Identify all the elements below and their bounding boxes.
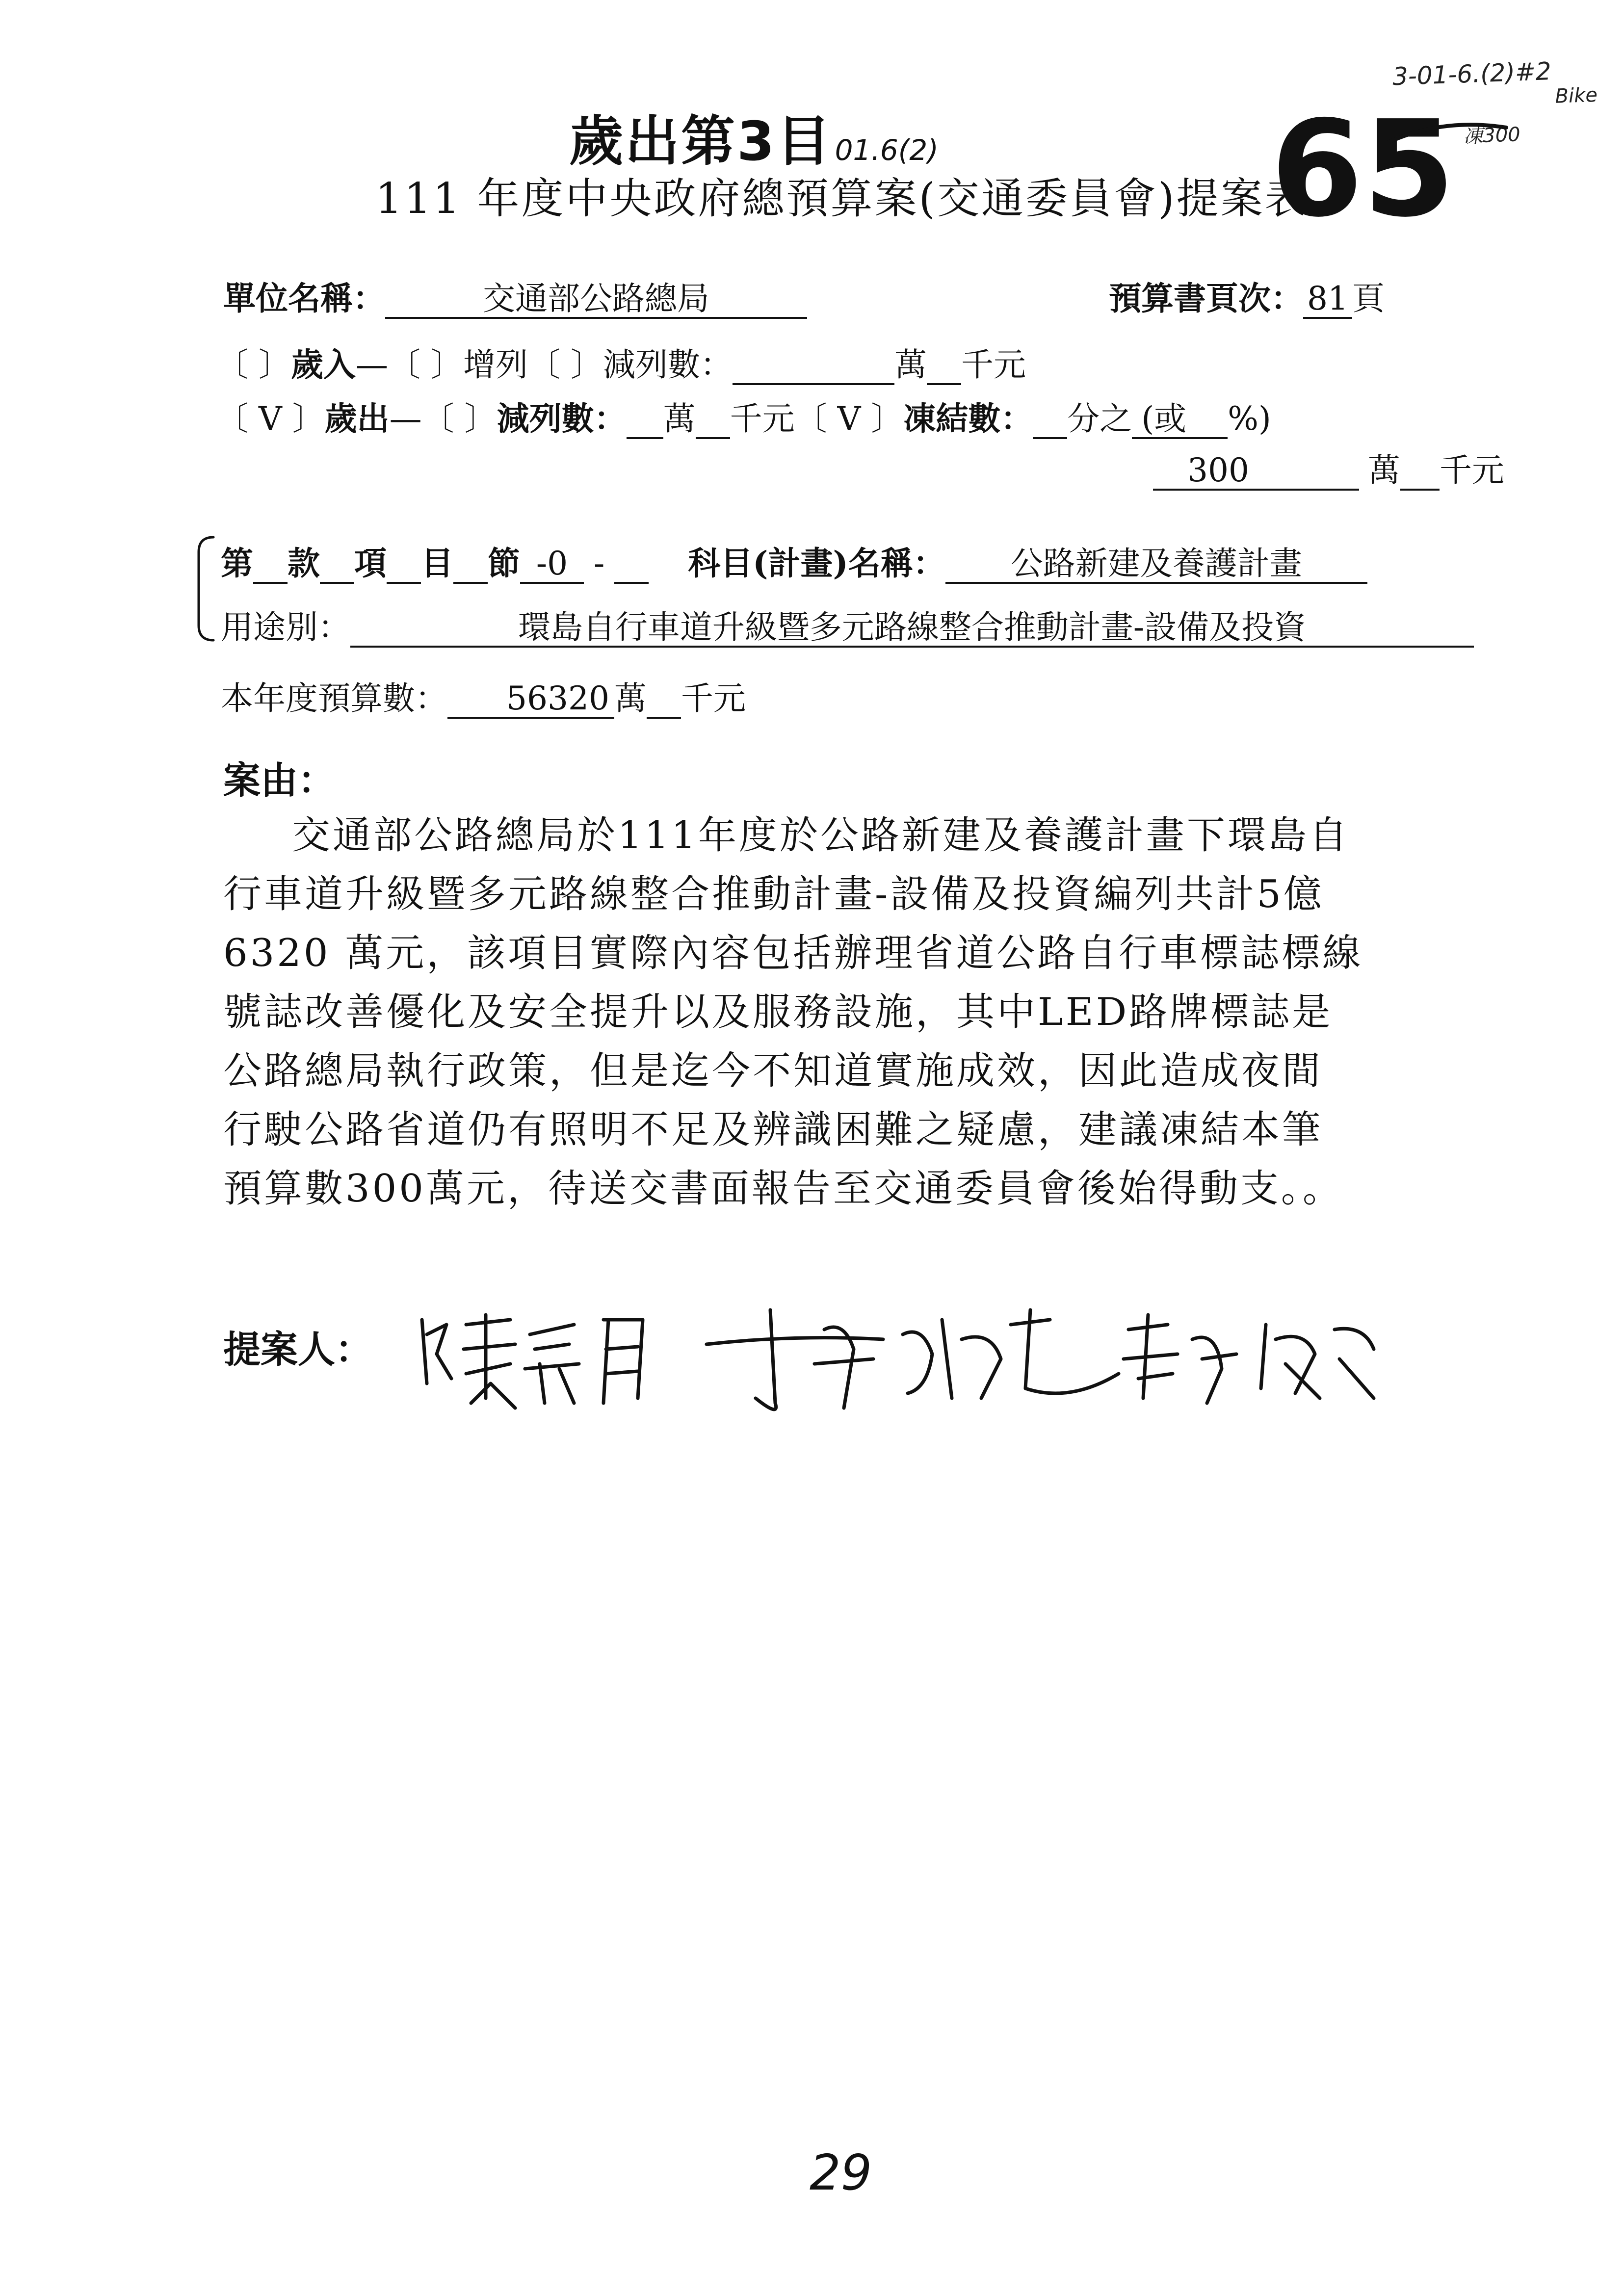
page-ref (1109, 272, 1385, 319)
proposer-signature-1 (412, 1305, 657, 1418)
subject-bracket (189, 532, 218, 645)
unit-row (223, 272, 807, 319)
freeze-amount-qian: 千元 (1440, 451, 1504, 489)
budget-qian-blank (647, 681, 681, 719)
revenue-dash: — (355, 346, 388, 384)
subject-kuan: 款 (288, 544, 320, 582)
subject-xiang: 項 (354, 544, 387, 582)
page-ref-label: 預算書頁次： (1109, 279, 1303, 317)
reason-line-2: 行車道升級暨多元路線整合推動計畫-設備及投資編列共計5億 (223, 872, 1324, 916)
expense-qian: 千元 (730, 400, 795, 438)
usage-value: 環島自行車道升級暨多元路線整合推動計畫-設備及投資 (350, 610, 1474, 648)
freeze-amount-wan: 萬 (1368, 451, 1400, 489)
freeze-checkbox: 〔 V 〕 (794, 400, 904, 438)
reason-line-5: 公路總局執行政策，但是迄今不知道實施成效，因此造成夜間 (223, 1049, 1323, 1093)
freeze-percent-blank (1196, 401, 1228, 439)
reason-line-6: 行駛公路省道仍有照明不足及辨識困難之疑慮，建議凍結本筆 (223, 1108, 1323, 1152)
reason-line-3: 6320 萬元，該項目實際內容包括辦理省道公路自行車標誌標線 (223, 931, 1363, 975)
corner-note-line3: 凍300 (1463, 123, 1521, 148)
reason-line-7: 預算數300萬元，待送交書面報告至交通委員會後始得動支。。 (223, 1167, 1343, 1211)
expense-qian-blank (696, 401, 730, 439)
subject-name-label: 科目(計畫)名稱： (688, 544, 945, 582)
freeze-amount-qian-blank (1400, 453, 1440, 491)
subject-jie: 節 (488, 544, 520, 582)
freeze-amount-value: 300 (1153, 453, 1359, 491)
reason-line-1: 交通部公路總局於111年度於公路新建及養護計畫下環島自 (292, 813, 1350, 858)
expense-row (216, 392, 1271, 439)
revenue-decrease-label: 減列數： (602, 346, 733, 384)
expense-checkbox: 〔 V 〕 (216, 400, 325, 438)
budget-value: 56320 (447, 681, 614, 719)
freeze-label: 凍結數： (903, 399, 1033, 438)
subject-row (221, 537, 1367, 584)
budget-wan: 萬 (614, 679, 647, 717)
budget-row (221, 672, 746, 719)
subject-mu-blank (387, 546, 421, 584)
freeze-or-wrap (1132, 401, 1196, 439)
revenue-increase-checkbox: 〔 〕 (388, 346, 463, 384)
reason-line-4: 號誌改善優化及安全提升以及服務設施，其中LED路牌標誌是 (223, 990, 1333, 1034)
revenue-qian: 千元 (961, 346, 1026, 384)
expense-decrease-label: 減列數： (497, 399, 627, 438)
freeze-or: (或 (1141, 400, 1187, 438)
freeze-percent: %) (1228, 400, 1271, 438)
subject-kuan-blank (253, 546, 288, 584)
freeze-amount-row (1153, 444, 1504, 491)
expense-decrease-checkbox: 〔 〕 (421, 400, 497, 438)
proposal-number: 65 (1271, 92, 1455, 246)
expense-label: 歲出 (324, 399, 390, 438)
corner-note-line1: 3-01-6.(2)#2 (1391, 57, 1552, 91)
subject-tail-blank (614, 546, 649, 584)
revenue-amount-blank (733, 347, 894, 385)
handwritten-code-main: 歲出第3目 (569, 110, 833, 173)
freeze-fraction-blank (1033, 401, 1067, 439)
handwritten-code-suffix: 01.6(2) (835, 133, 939, 167)
unit-label: 單位名稱： (223, 279, 385, 317)
freeze-fraction: 分之 (1067, 400, 1132, 438)
proposer-signature-3 (1109, 1300, 1384, 1418)
subject-mu: 目 (421, 544, 453, 582)
expense-wan-blank (627, 401, 663, 439)
usage-label: 用途別： (221, 608, 350, 646)
corner-note-line2: Bike (1554, 83, 1598, 108)
subject-jie-value: -0 (520, 546, 584, 584)
page-number: 29 (810, 2144, 872, 2201)
subject-dash: - (594, 545, 605, 582)
budget-label: 本年度預算數： (221, 679, 447, 717)
subject-jie-blank (453, 546, 488, 584)
revenue-wan: 萬 (894, 346, 927, 384)
proposer-signature-2 (697, 1290, 1138, 1418)
proposal-number-underline (1384, 113, 1511, 152)
revenue-increase-label: 增列 (463, 346, 528, 384)
revenue-label: 歲入 (290, 345, 356, 384)
proposer-label: 提案人： (223, 1328, 372, 1371)
subject-xiang-blank (320, 546, 354, 584)
revenue-checkbox: 〔 〕 (216, 346, 291, 384)
page-ref-unit: 頁 (1352, 280, 1385, 317)
unit-value: 交通部公路總局 (385, 281, 807, 319)
page-ref-value: 81 (1303, 281, 1352, 319)
subject-di: 第 (221, 544, 253, 582)
revenue-qian-blank (927, 347, 961, 385)
budget-qian: 千元 (681, 679, 746, 717)
expense-dash: — (389, 400, 422, 438)
subject-name-value: 公路新建及養護計畫 (945, 546, 1367, 584)
revenue-decrease-checkbox: 〔 〕 (527, 346, 603, 384)
revenue-row (216, 339, 1026, 385)
reason-heading: 案由： (223, 758, 335, 802)
expense-wan: 萬 (663, 400, 696, 438)
page-title: 111 年度中央政府總預算案(交通委員會)提案表 (375, 174, 1309, 223)
usage-row (221, 601, 1474, 648)
